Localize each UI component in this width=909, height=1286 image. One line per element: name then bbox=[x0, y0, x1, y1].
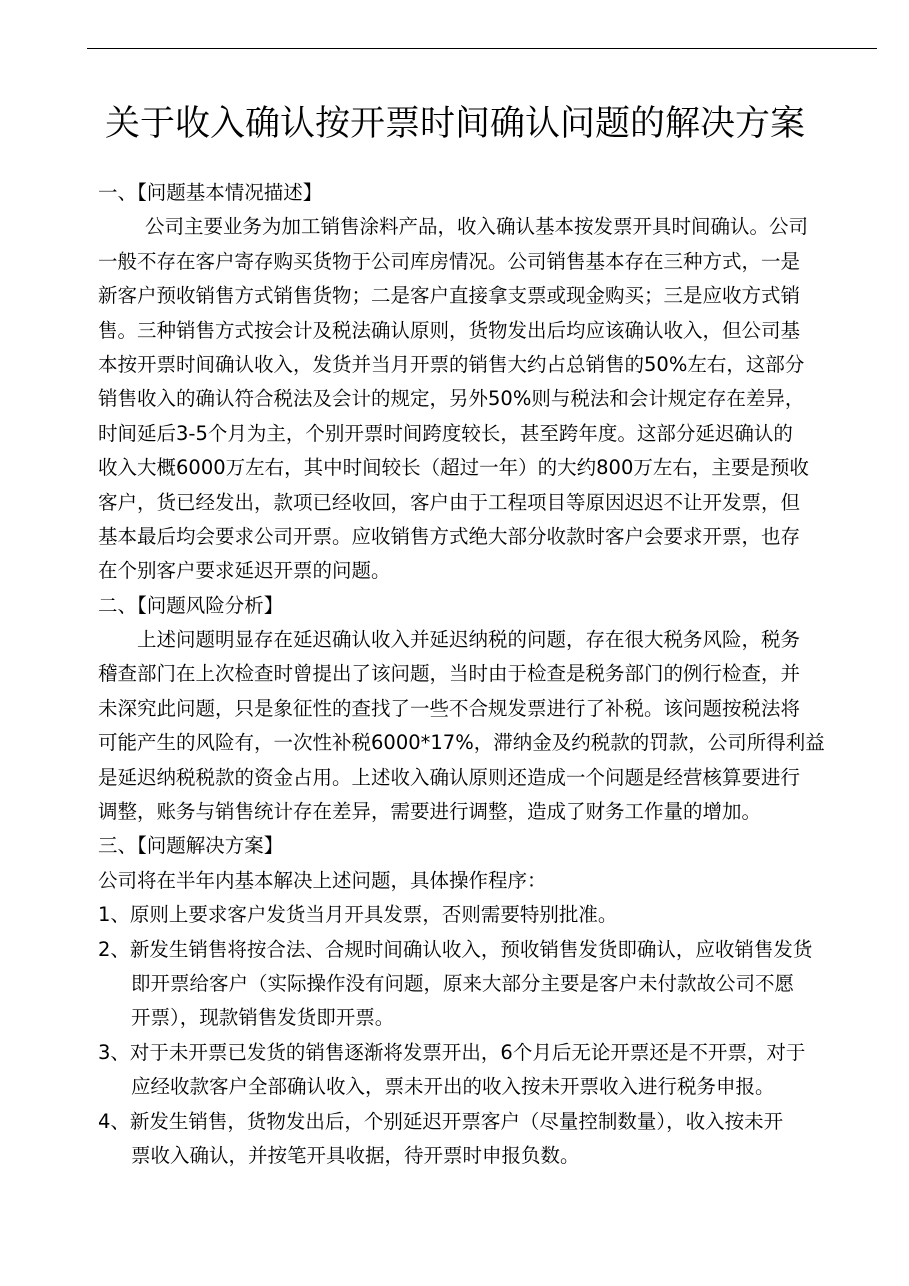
paragraph-line: 公司主要业务为加工销售涂料产品，收入确认基本按发票开具时间确认。公司 bbox=[145, 215, 809, 239]
document-title: 关于收入确认按开票时间确认问题的解决方案 bbox=[104, 104, 805, 144]
paragraph-line: 基本最后均会要求公司开票。应收销售方式绝大部分收款时客户会要求开票，也存 bbox=[98, 524, 801, 548]
section-heading-3: 三、【问题解决方案】 bbox=[98, 834, 284, 858]
paragraph-line: 收入大概6000万左右，其中时间较长（超过一年）的大约800万左右，主要是预收 bbox=[98, 456, 809, 480]
paragraph-line: 客户，货已经发出，款项已经收回，客户由于工程项目等原因迟迟不让开发票，但 bbox=[98, 490, 801, 514]
paragraph-line: 售。三种销售方式按会计及税法确认原则，货物发出后均应该确认收入，但公司基 bbox=[98, 318, 801, 342]
paragraph-line: 是延迟纳税税款的资金占用。上述收入确认原则还造成一个问题是经营核算要进行 bbox=[98, 765, 801, 789]
list-item: 4、新发生销售，货物发出后，个别延迟开票客户（尽量控制数量），收入按未开 bbox=[98, 1109, 784, 1133]
paragraph-line: 新客户预收销售方式销售货物；二是客户直接拿支票或现金购买；三是应收方式销 bbox=[98, 284, 801, 308]
document-body bbox=[98, 176, 880, 1173]
paragraph-line: 一般不存在客户寄存购买货物于公司库房情况。公司销售基本存在三种方式，一是 bbox=[98, 249, 801, 273]
list-item-continuation: 即开票给客户（实际操作没有问题，原来大部分主要是客户未付款故公司不愿 bbox=[131, 971, 795, 995]
paragraph-line: 未深究此问题，只是象征性的查找了一些不合规发票进行了补税。该问题按税法将 bbox=[98, 696, 801, 720]
list-item: 2、新发生销售将按合法、合规时间确认收入，预收销售发货即确认，应收销售发货 bbox=[98, 937, 813, 961]
paragraph-line: 本按开票时间确认收入，发货并当月开票的销售大约占总销售的50%左右，这部分 bbox=[98, 352, 805, 376]
list-item-continuation: 票收入确认，并按笔开具收据，待开票时申报负数。 bbox=[131, 1143, 580, 1167]
paragraph-line: 调整，账务与销售统计存在差异，需要进行调整，造成了财务工作量的增加。 bbox=[98, 800, 762, 824]
section-heading-2: 二、【问题风险分析】 bbox=[98, 593, 284, 617]
paragraph-line: 销售收入的确认符合税法及会计的规定，另外50%则与税法和会计规定存在差异， bbox=[98, 387, 805, 411]
header-rule bbox=[87, 48, 877, 49]
list-item: 3、对于未开票已发货的销售逐渐将发票开出，6个月后无论开票还是不开票，对于 bbox=[98, 1040, 806, 1064]
section-heading-1: 一、【问题基本情况描述】 bbox=[98, 181, 323, 204]
paragraph-line: 在个别客户要求延迟开票的问题。 bbox=[98, 559, 391, 583]
list-item-continuation: 开票），现款销售发货即开票。 bbox=[131, 1006, 395, 1030]
paragraph-line: 时间延后3-5个月为主，个别开票时间跨度较长，甚至跨年度。这部分延迟确认的 bbox=[98, 421, 793, 445]
paragraph-line: 公司将在半年内基本解决上述问题，具体操作程序： bbox=[98, 868, 547, 892]
list-item-continuation: 应经收款客户全部确认收入，票未开出的收入按未开票收入进行税务申报。 bbox=[131, 1075, 775, 1099]
paragraph-line: 可能产生的风险有，一次性补税6000*17%，滞纳金及约税款的罚款，公司所得利益 bbox=[98, 731, 825, 755]
list-item: 1、原则上要求客户发货当月开具发票，否则需要特别批准。 bbox=[98, 903, 618, 927]
paragraph-line: 上述问题明显存在延迟确认收入并延迟纳税的问题，存在很大税务风险，税务 bbox=[137, 628, 801, 652]
paragraph-line: 稽查部门在上次检查时曾提出了该问题，当时由于检查是税务部门的例行检查，并 bbox=[98, 662, 801, 686]
